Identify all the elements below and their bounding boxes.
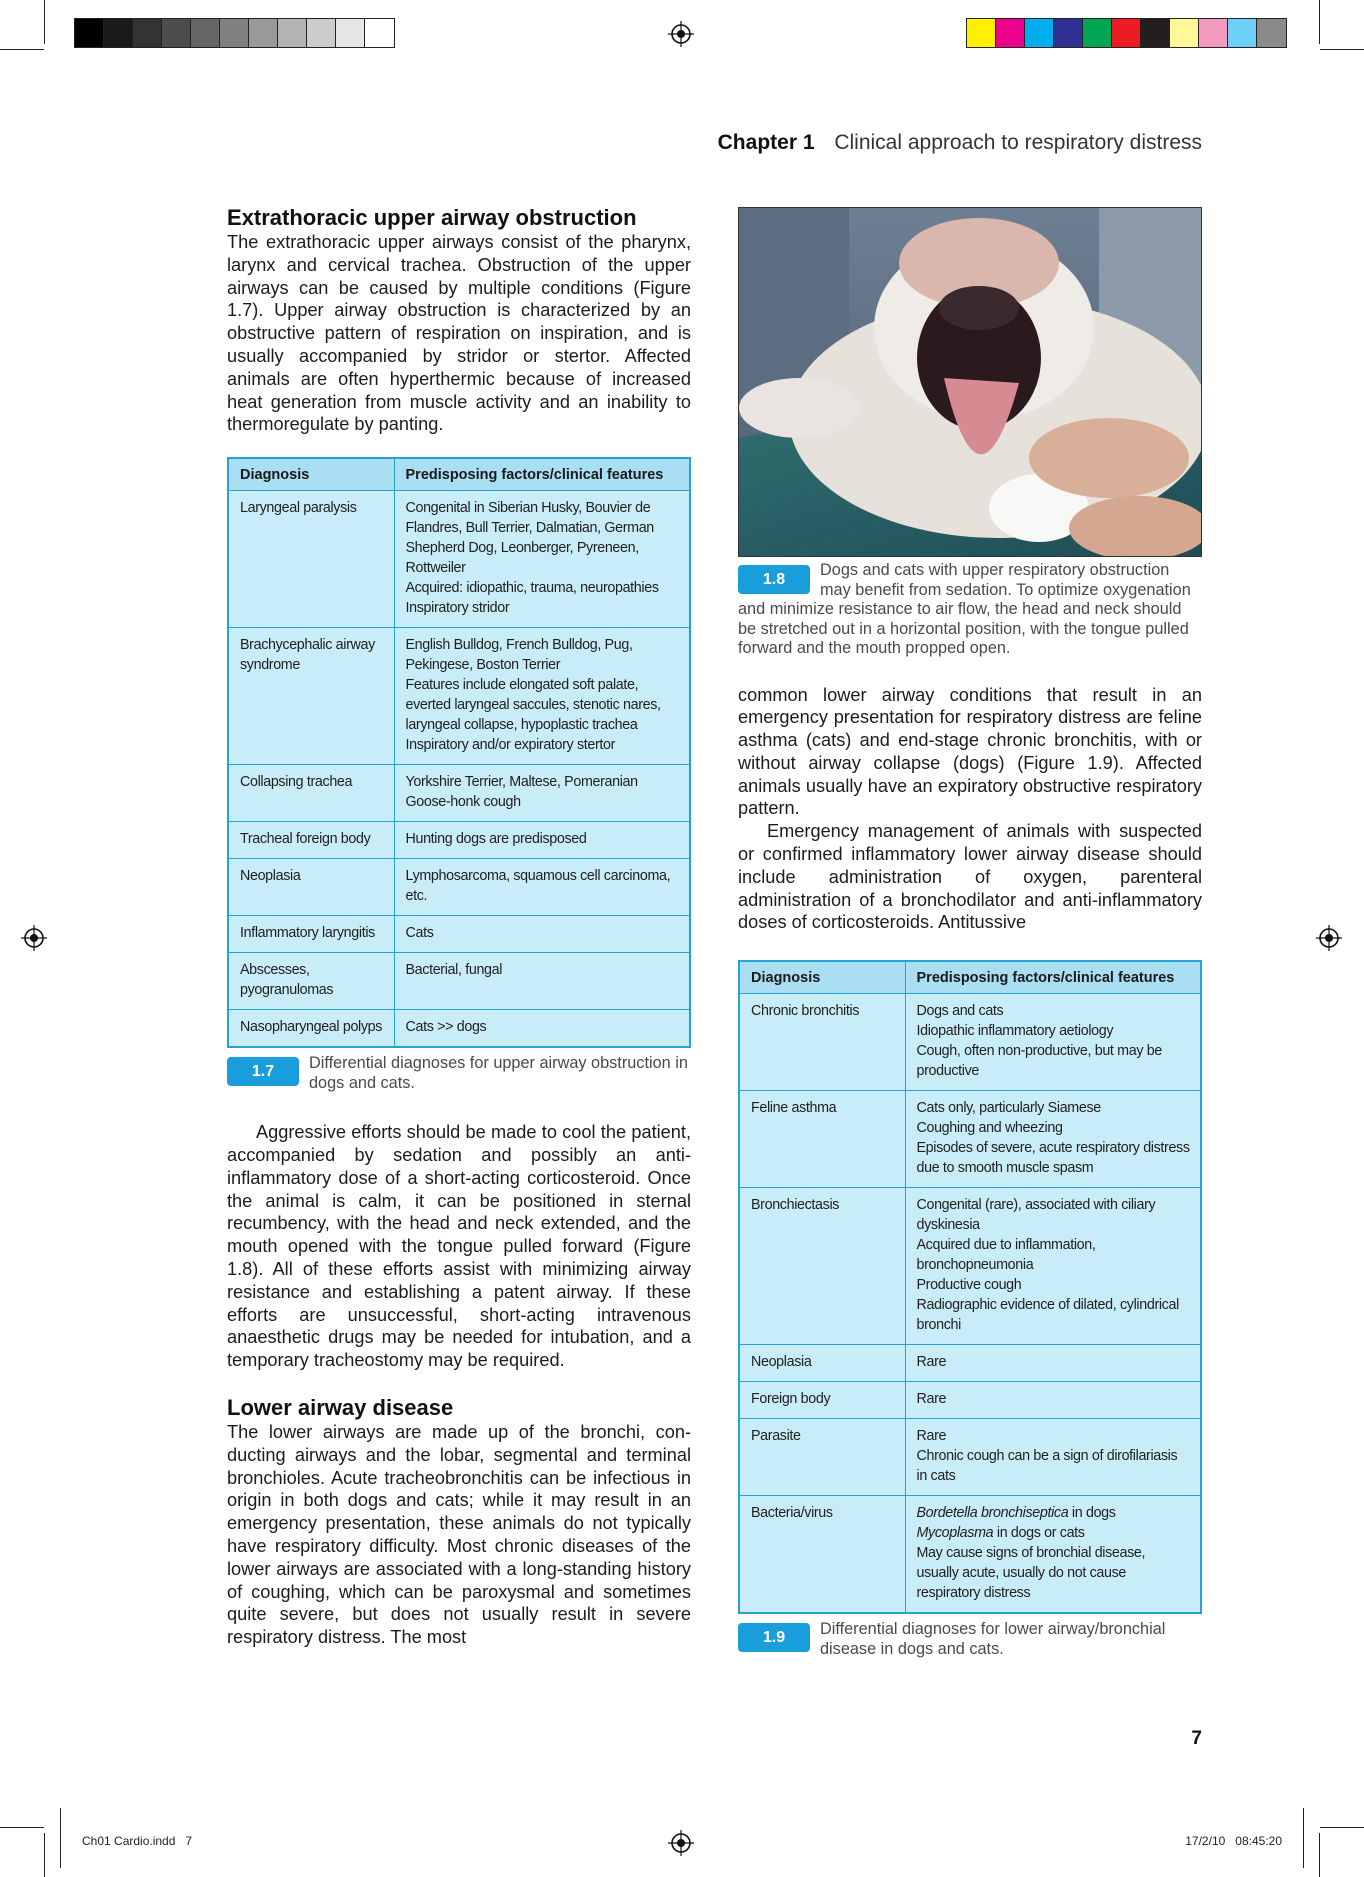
chapter-title: Clinical approach to respiratory distress bbox=[834, 131, 1202, 154]
features-cell bbox=[394, 765, 690, 822]
color-swatch bbox=[1141, 19, 1170, 47]
left-column bbox=[227, 205, 691, 1649]
chapter-label: Chapter 1 bbox=[717, 131, 815, 154]
caption-text: Differential diagnoses for lower airway/bronchial disease in dogs and cats. bbox=[820, 1620, 1166, 1658]
feature-line: Cough, often non-productive, but may be productive bbox=[916, 1043, 1162, 1080]
feature-line: Bordetella bronchiseptica in dogs bbox=[916, 1505, 1116, 1522]
color-swatch bbox=[191, 19, 220, 47]
color-swatch bbox=[1112, 19, 1141, 47]
feature-line: Rare bbox=[916, 1428, 947, 1445]
slug-file-name: Ch01 Cardio.indd 7 bbox=[82, 1834, 193, 1848]
color-swatch bbox=[1257, 19, 1286, 47]
caption-text: Differential diagnoses for upper airway obstruction in dogs and cats. bbox=[309, 1054, 688, 1092]
features-cell bbox=[905, 1382, 1201, 1419]
feature-line: Acquired due to inflammation, bronchopneumonia bbox=[916, 1237, 1096, 1274]
color-swatch bbox=[1199, 19, 1228, 47]
color-swatch bbox=[307, 19, 336, 47]
feature-line: Congenital (rare), associated with ciliary dyskinesia bbox=[916, 1197, 1156, 1234]
table-body bbox=[228, 491, 690, 1048]
page-number: 7 bbox=[1191, 1728, 1202, 1749]
color-swatch bbox=[1170, 19, 1199, 47]
feature-line: Productive cough bbox=[916, 1277, 1022, 1294]
features-cell bbox=[905, 1188, 1201, 1345]
feature-line: Chronic cough can be a sign of dirofilariasis in cats bbox=[916, 1448, 1178, 1485]
table-row bbox=[739, 1382, 1201, 1419]
color-swatch bbox=[996, 19, 1025, 47]
section-heading: Extrathoracic upper airway obstruction bbox=[227, 205, 637, 230]
right-column bbox=[738, 207, 1202, 1659]
table-row bbox=[228, 765, 690, 822]
feature-line: Inspiratory stridor bbox=[405, 600, 510, 617]
column-header: Predisposing factors/clinical features bbox=[905, 961, 1201, 994]
figure-caption bbox=[227, 1054, 691, 1093]
diagnosis-cell: Chronic bronchitis bbox=[739, 994, 905, 1091]
table-row bbox=[228, 822, 690, 859]
features-cell bbox=[394, 953, 690, 1010]
body-paragraph: Emergency management of animals with suspected or confirmed inflammatory lower airway disease should include administration of oxygen, parenteral administration of a bronchodilator and anti-inflammatory doses of corticosteroids. Antitussive bbox=[738, 821, 1202, 933]
diagnosis-cell: Parasite bbox=[739, 1419, 905, 1496]
diagnosis-cell: Bronchiectasis bbox=[739, 1188, 905, 1345]
body-paragraph: common lower airway conditions that result in an emergency presentation for respiratory distress are feline asthma (cats) and end-stage chronic bronchitis, with or without airway collapse (dogs) (Figure 1.9). Affected animals usually have an expiratory obstructive respiratory pattern. bbox=[738, 684, 1202, 819]
feature-line: Bacterial, fungal bbox=[405, 962, 503, 979]
figure-1-8-photo bbox=[738, 207, 1202, 557]
table-header-row bbox=[228, 458, 690, 491]
color-swatch bbox=[1054, 19, 1083, 47]
diagnosis-cell: Nasopharyngeal polyps bbox=[228, 1010, 394, 1048]
body-paragraph: The lower airways are made up of the bronchi, conducting airways and the lobar, segmental and terminal bronchioles. Acute tracheobronchitis can be infectious in origin in both dogs and cats; while it may result in an emergency presentation, these animals do not typically have respiratory difficulty. Most chronic diseases of the lower airways are associated with a long-standing history of coughing, which can be paroxysmal and sometimes quite severe, but does not usually result in severe respiratory distress. The most bbox=[227, 1421, 691, 1648]
diagnosis-cell: Laryngeal paralysis bbox=[228, 491, 394, 628]
registration-mark-icon bbox=[1316, 925, 1342, 951]
features-cell bbox=[394, 859, 690, 916]
feature-line: Radiographic evidence of dilated, cylindrical bronchi bbox=[916, 1297, 1179, 1334]
feature-line: Episodes of severe, acute respiratory distress due to smooth muscle spasm bbox=[916, 1140, 1190, 1177]
diagnosis-cell: Feline asthma bbox=[739, 1091, 905, 1188]
features-cell bbox=[394, 822, 690, 859]
diagnosis-cell: Inflammatory laryngitis bbox=[228, 916, 394, 953]
table-row bbox=[228, 628, 690, 765]
color-swatch bbox=[278, 19, 307, 47]
feature-line: Rare bbox=[916, 1354, 947, 1371]
color-swatch bbox=[967, 19, 996, 47]
feature-line: Inspiratory and/or expiratory stertor bbox=[405, 737, 616, 754]
diagnosis-cell: Bacteria/virus bbox=[739, 1496, 905, 1614]
features-cell bbox=[905, 1496, 1201, 1614]
color-swatch bbox=[365, 19, 394, 47]
column-header: Predisposing factors/clinical features bbox=[394, 458, 690, 491]
features-cell bbox=[394, 628, 690, 765]
feature-line: Features include elongated soft palate, everted laryngeal saccules, stenotic nares, laryngeal collapse, hypoplastic trachea bbox=[405, 677, 661, 734]
color-swatch bbox=[1228, 19, 1257, 47]
registration-mark-icon bbox=[668, 1830, 694, 1856]
table-body bbox=[739, 994, 1201, 1614]
color-swatch bbox=[220, 19, 249, 47]
table-figure-1-9 bbox=[738, 960, 1202, 1614]
features-cell bbox=[905, 994, 1201, 1091]
registration-mark-icon bbox=[668, 21, 694, 47]
diagnosis-cell: Foreign body bbox=[739, 1382, 905, 1419]
color-swatch bbox=[75, 19, 104, 47]
table-row bbox=[228, 859, 690, 916]
registration-mark-icon bbox=[21, 925, 47, 951]
section-heading: Lower airway disease bbox=[227, 1394, 454, 1420]
table-row bbox=[228, 953, 690, 1010]
features-cell bbox=[394, 491, 690, 628]
table-row bbox=[228, 1010, 690, 1048]
figure-caption bbox=[738, 561, 1202, 659]
feature-line: Acquired: idiopathic, trauma, neuropathies bbox=[405, 580, 659, 597]
caption-text: Dogs and cats with upper respiratory obstruction may benefit from sedation. To optimize oxygenation and minimize resistance to air flow, the head and neck should be stretched out in a horizontal position, with the tongue pulled forward and the mouth propped open. bbox=[738, 561, 1191, 657]
color-swatch bbox=[133, 19, 162, 47]
color-swatch bbox=[249, 19, 278, 47]
color-swatch bbox=[104, 19, 133, 47]
table-row bbox=[739, 1345, 1201, 1382]
color-swatch bbox=[336, 19, 365, 47]
table-figure-1-7 bbox=[227, 457, 691, 1048]
feature-line: Yorkshire Terrier, Maltese, Pomeranian bbox=[405, 774, 638, 791]
body-paragraph: The extrathoracic upper airways consist of the pharynx, larynx and cervical trachea. Obstruction of the upper airways can be caused by multiple conditions (Figure 1.7). Upper airway obstruction is characterized by an obstructive pattern of respiration on inspiration, and is usually accompanied by stridor or stertor. Affected animals are often hyperthermic because of increased heat generation from muscle activity and an inability to thermoregulate by panting. bbox=[227, 232, 691, 435]
diagnosis-cell: Collapsing trachea bbox=[228, 765, 394, 822]
table-row bbox=[739, 1419, 1201, 1496]
table-row bbox=[228, 916, 690, 953]
feature-line: Cats bbox=[405, 925, 434, 942]
feature-line: Goose-honk cough bbox=[405, 794, 521, 811]
feature-line: Idiopathic inflammatory aetiology bbox=[916, 1023, 1114, 1040]
figure-number-badge: 1.9 bbox=[738, 1623, 810, 1652]
feature-line: Rare bbox=[916, 1391, 947, 1408]
feature-line: Hunting dogs are predisposed bbox=[405, 831, 587, 848]
features-cell bbox=[905, 1419, 1201, 1496]
feature-line: Coughing and wheezing bbox=[916, 1120, 1063, 1137]
figure-number-badge: 1.7 bbox=[227, 1057, 299, 1086]
feature-line: Cats only, particularly Siamese bbox=[916, 1100, 1101, 1117]
table-row bbox=[739, 1188, 1201, 1345]
diagnosis-cell: Neoplasia bbox=[228, 859, 394, 916]
features-cell bbox=[394, 916, 690, 953]
column-header: Diagnosis bbox=[739, 961, 905, 994]
table-row bbox=[739, 1496, 1201, 1614]
bulldog-photo-image bbox=[739, 208, 1202, 557]
color-swatch bbox=[162, 19, 191, 47]
features-cell bbox=[394, 1010, 690, 1048]
table-header-row bbox=[739, 961, 1201, 994]
slug-timestamp: 17/2/10 08:45:20 bbox=[1185, 1834, 1282, 1848]
color-swatch bbox=[1025, 19, 1054, 47]
diagnosis-cell: Abscesses, pyogranulomas bbox=[228, 953, 394, 1010]
column-header: Diagnosis bbox=[228, 458, 394, 491]
diagnosis-cell: Tracheal foreign body bbox=[228, 822, 394, 859]
process-color-bar bbox=[966, 18, 1287, 48]
feature-line: English Bulldog, French Bulldog, Pug, Pekingese, Boston Terrier bbox=[405, 637, 633, 674]
grayscale-color-bar bbox=[74, 18, 395, 48]
color-swatch bbox=[1083, 19, 1112, 47]
diagnosis-cell: Neoplasia bbox=[739, 1345, 905, 1382]
feature-line: Mycoplasma in dogs or cats bbox=[916, 1525, 1085, 1542]
figure-caption bbox=[738, 1620, 1202, 1659]
running-head bbox=[718, 131, 1202, 155]
feature-line: Dogs and cats bbox=[916, 1003, 1004, 1020]
features-cell bbox=[905, 1091, 1201, 1188]
table-row bbox=[739, 994, 1201, 1091]
table-row bbox=[739, 1091, 1201, 1188]
feature-line: Congenital in Siberian Husky, Bouvier de Flandres, Bull Terrier, Dalmatian, German Shepherd Dog, Leonberger, Pyreneen, Rottweiler bbox=[405, 500, 654, 577]
features-cell bbox=[905, 1345, 1201, 1382]
feature-line: May cause signs of bronchial disease, usually acute, usually do not cause respiratory distress bbox=[916, 1545, 1146, 1602]
diagnosis-cell: Brachycephalic airway syndrome bbox=[228, 628, 394, 765]
feature-line: Cats >> dogs bbox=[405, 1019, 487, 1036]
body-paragraph: Aggressive efforts should be made to cool the patient, accompanied by sedation and possibly an anti-inflammatory dose of a short-acting corticosteroid. Once the animal is calm, it can be positioned in sternal recumbency, with the head and neck extended, and the mouth opened with the tongue pulled forward (Figure 1.8). All of these efforts assist with minimizing airway resistance and establishing a patent airway. If these efforts are unsuccessful, short-acting intravenous anaesthetic drugs may be needed for intubation, and a temporary tracheostomy may be required. bbox=[227, 1122, 691, 1371]
feature-line: Lymphosarcoma, squamous cell carcinoma, etc. bbox=[405, 868, 671, 905]
figure-number-badge: 1.8 bbox=[738, 565, 810, 594]
table-row bbox=[228, 491, 690, 628]
